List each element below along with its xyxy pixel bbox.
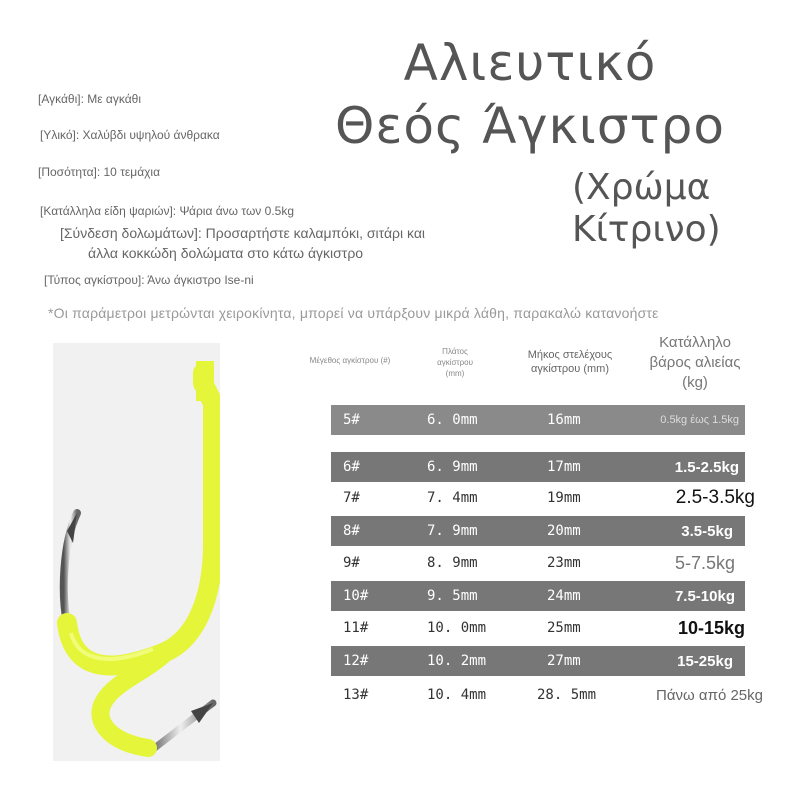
cell-width: 7. 9mm bbox=[427, 523, 478, 539]
cell-weight: 5-7.5kg bbox=[674, 552, 735, 573]
cell-length: 16mm bbox=[547, 412, 581, 428]
cell-length: 19mm bbox=[547, 490, 581, 506]
cell-length: 17mm bbox=[547, 459, 581, 475]
cell-size: 8# bbox=[343, 523, 360, 539]
title-line-2: Θεός Άγκιστρο bbox=[335, 97, 725, 155]
table-row bbox=[331, 613, 745, 643]
cell-size: 11# bbox=[343, 620, 369, 636]
cell-size: 6# bbox=[343, 459, 360, 475]
cell-size: 9# bbox=[343, 555, 360, 571]
cell-size: 7# bbox=[343, 490, 360, 506]
cell-length: 28. 5mm bbox=[537, 687, 597, 703]
cell-width: 10. 0mm bbox=[427, 620, 487, 636]
cell-weight: 1.5-2.5kg bbox=[674, 458, 739, 476]
hook-image bbox=[53, 343, 220, 761]
cell-size: 13# bbox=[343, 687, 369, 703]
cell-weight: 15-25kg bbox=[677, 652, 733, 670]
header-length: Μήκος στελέχους αγκίστρου (mm) bbox=[527, 349, 613, 375]
spec-bait-line-2: άλλα κοκκώδη δολώματα στο κάτω άγκιστρο bbox=[88, 245, 364, 261]
cell-weight: 10-15kg bbox=[677, 617, 745, 638]
cell-size: 12# bbox=[343, 653, 369, 669]
cell-width: 6. 9mm bbox=[427, 459, 478, 475]
table-row bbox=[331, 581, 745, 611]
measurement-note: *Οι παράμετροι μετρώνται χειροκίνητα, μπορεί να υπάρξουν μικρά λάθη, παρακαλώ κατανοήστε bbox=[48, 305, 659, 321]
title-line-1: Αλιευτικό bbox=[403, 34, 657, 92]
fishing-hook-icon bbox=[53, 343, 220, 761]
cell-length: 24mm bbox=[547, 588, 581, 604]
table-row bbox=[331, 548, 745, 578]
cell-length: 25mm bbox=[547, 620, 581, 636]
header-weight: Κατάλληλο βάρος αλιείας (kg) bbox=[649, 334, 741, 391]
table-row bbox=[331, 680, 763, 710]
cell-width: 10. 4mm bbox=[427, 687, 487, 703]
table-row bbox=[331, 646, 745, 676]
cell-weight: 7.5-10kg bbox=[674, 587, 735, 605]
cell-length: 27mm bbox=[547, 653, 581, 669]
subtitle-line-2: Κίτρινο) bbox=[572, 209, 721, 250]
spec-bait-line-1: [Σύνδεση δολωμάτων]: Προσαρτήστε καλαμπόκι, σιτάρι και bbox=[60, 225, 426, 241]
cell-weight: 2.5-3.5kg bbox=[675, 487, 755, 508]
table-row bbox=[331, 452, 745, 482]
cell-width: 6. 0mm bbox=[427, 412, 478, 428]
cell-width: 8. 9mm bbox=[427, 555, 478, 571]
cell-length: 23mm bbox=[547, 555, 581, 571]
spec-quantity: [Ποσότητα]: 10 τεμάχια bbox=[38, 165, 161, 179]
cell-length: 20mm bbox=[547, 523, 581, 539]
table-row bbox=[331, 405, 745, 435]
cell-size: 5# bbox=[343, 412, 360, 428]
table-row bbox=[331, 483, 755, 513]
cell-width: 10. 2mm bbox=[427, 653, 487, 669]
cell-size: 10# bbox=[343, 588, 369, 604]
cell-width: 7. 4mm bbox=[427, 490, 478, 506]
spec-material: [Υλικό]: Χαλύβδι υψηλού άνθρακα bbox=[40, 128, 220, 142]
spec-barb: [Αγκάθι]: Με αγκάθι bbox=[38, 92, 142, 106]
spec-hook-type: [Τύπος αγκίστρου]: Άνω άγκιστρο Ise-ni bbox=[44, 273, 254, 287]
table-row bbox=[331, 516, 745, 546]
spec-fish-types: [Κατάλληλα είδη ψαριών]: Ψάρια άνω των 0.5kg bbox=[40, 204, 294, 218]
header-width: Πλάτος αγκίστρου (mm) bbox=[437, 347, 473, 378]
subtitle-line-1: (Χρώμα bbox=[572, 167, 711, 208]
cell-width: 9. 5mm bbox=[427, 588, 478, 604]
cell-weight: 3.5-5kg bbox=[681, 522, 733, 540]
cell-weight: Πάνω από 25kg bbox=[656, 686, 763, 704]
cell-weight: 0.5kg έως 1.5kg bbox=[660, 414, 739, 426]
header-size: Μέγεθος αγκίστρου (#) bbox=[309, 356, 391, 365]
